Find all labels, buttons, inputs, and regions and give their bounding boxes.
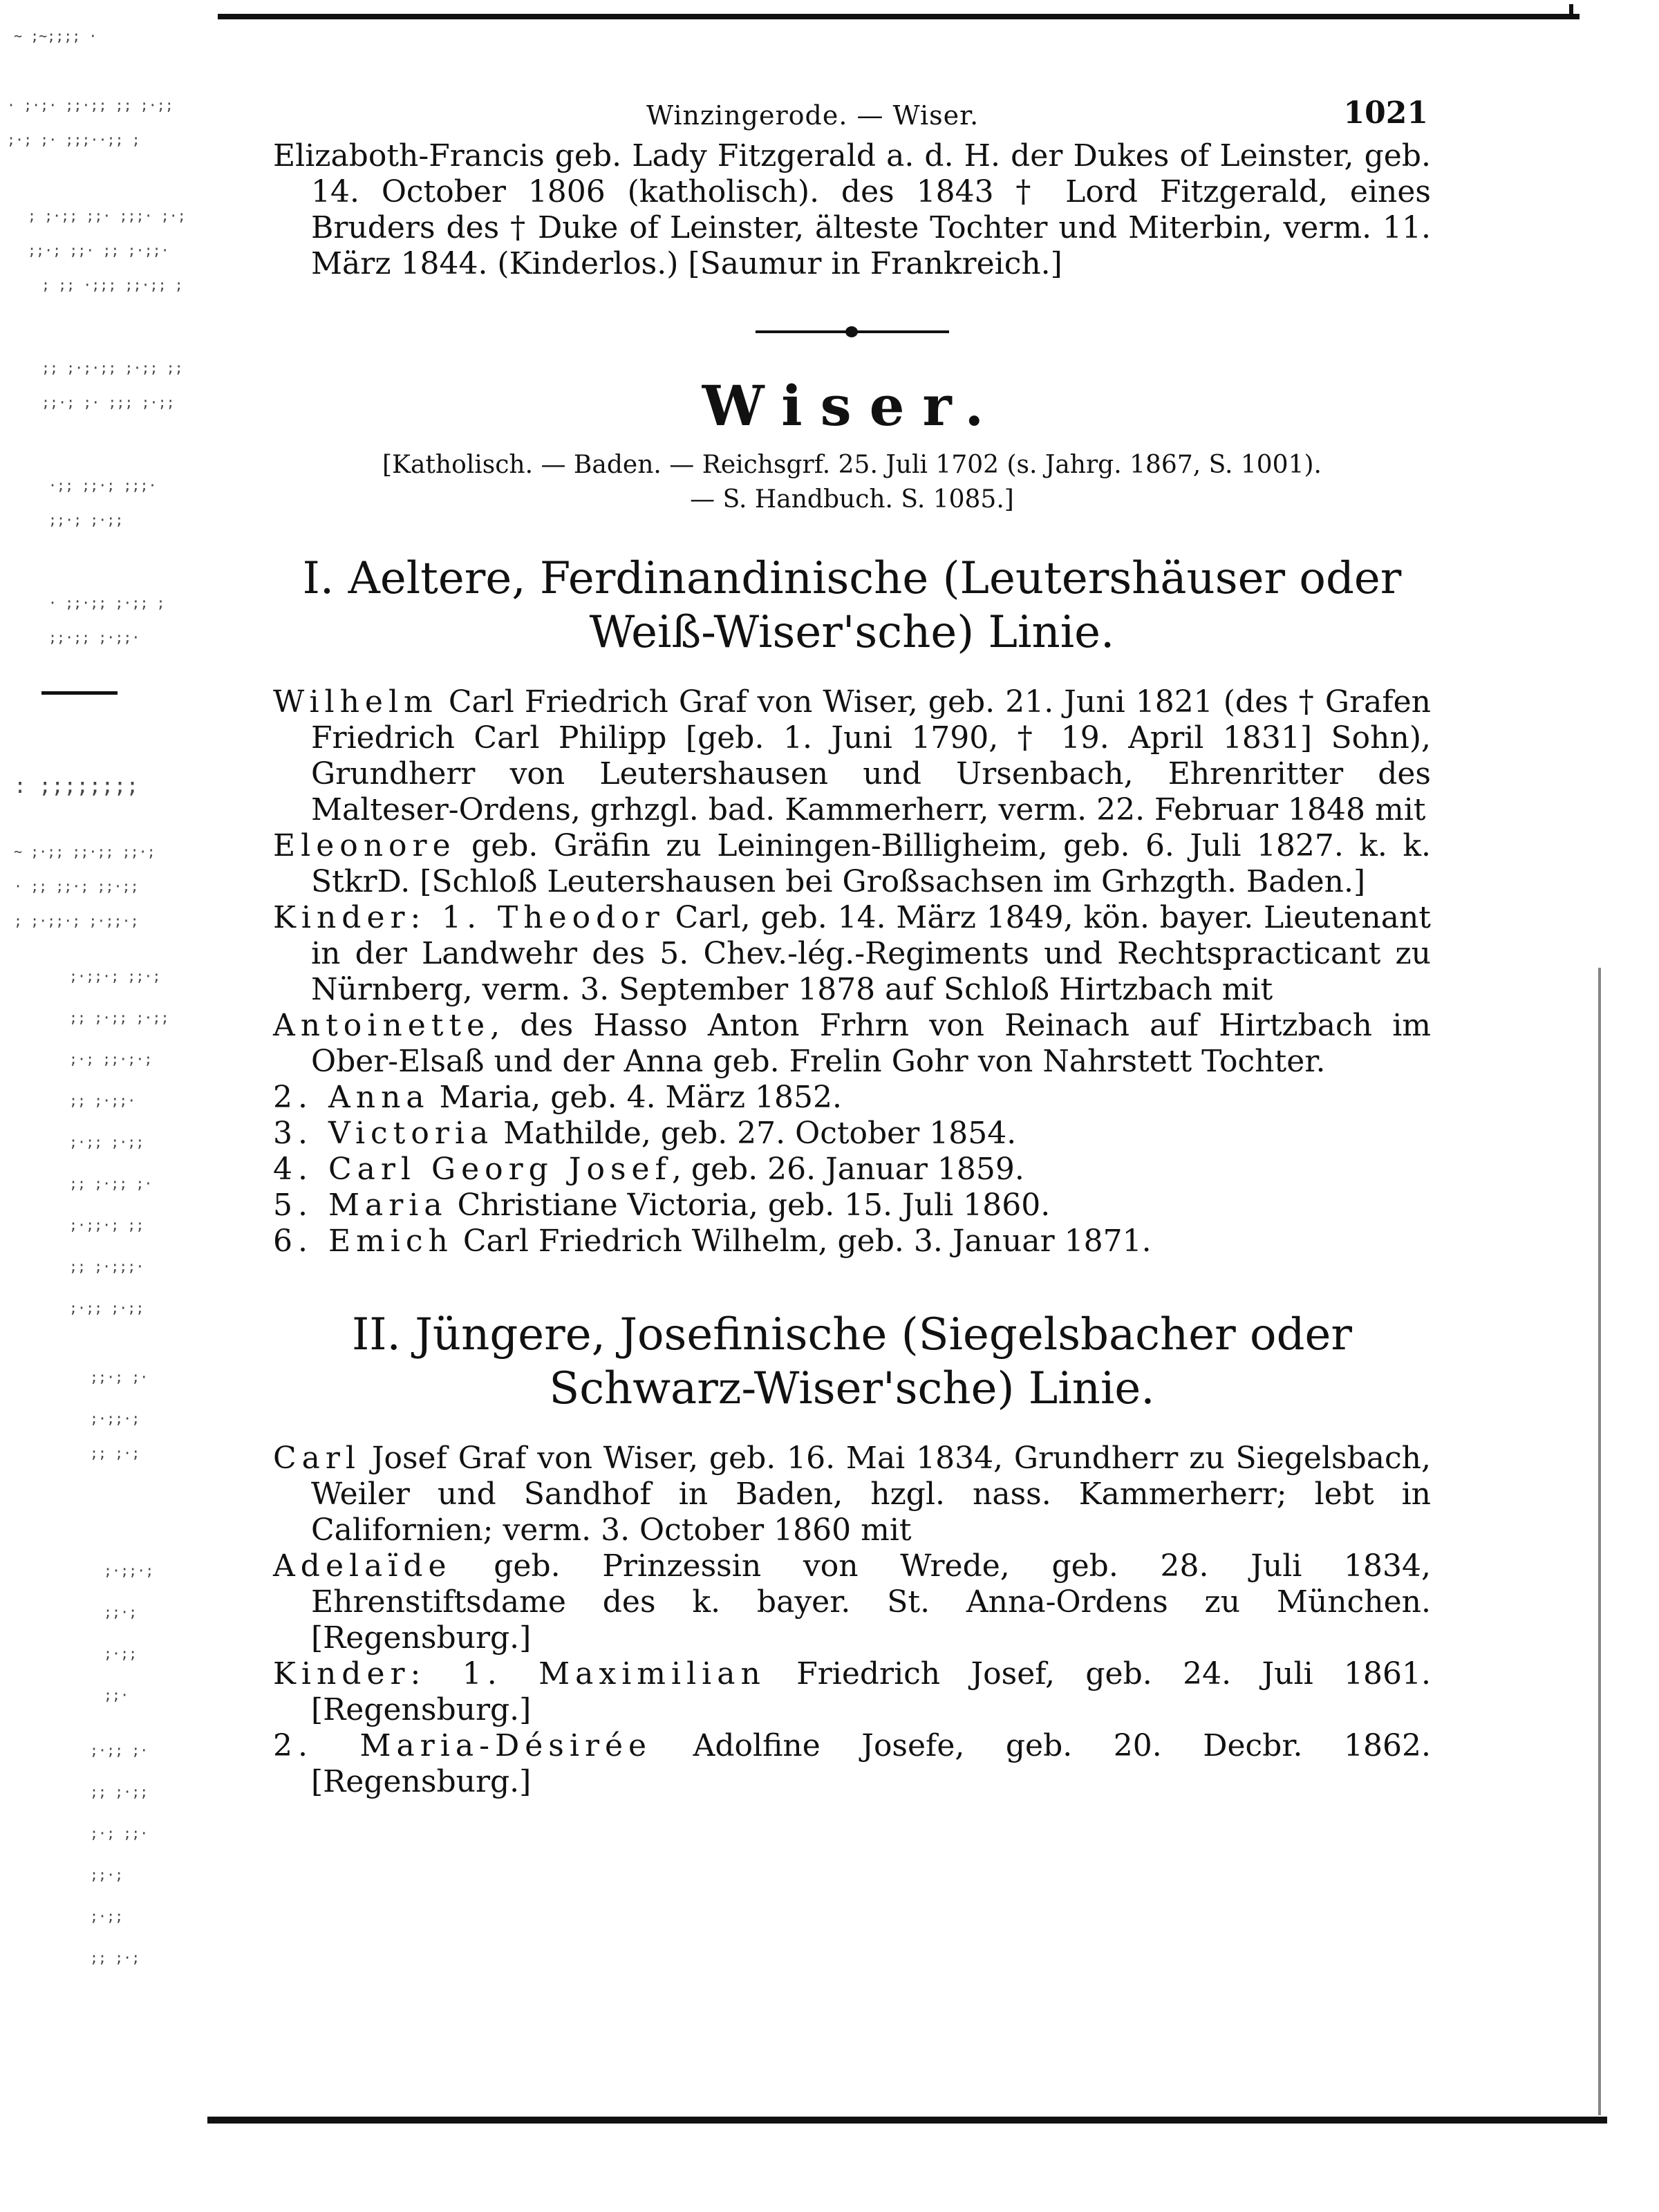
bleed-rule bbox=[41, 691, 118, 695]
genealogy-entry bbox=[273, 1548, 1431, 1656]
entry-name: Kinder: 1. Theodor bbox=[273, 900, 665, 935]
entry-name: 2. Maria-Désirée bbox=[273, 1728, 653, 1763]
entry-name: Wilhelm bbox=[273, 684, 438, 720]
bleed-line: ;·;;·; ;; bbox=[69, 1217, 144, 1233]
entry-name: Kinder: 1. Maximilian bbox=[273, 1656, 766, 1691]
genealogy-entry bbox=[273, 1080, 1431, 1116]
entry-text: , geb. 26. Januar 1859. bbox=[671, 1152, 1024, 1187]
entry-text: Adolfine Josefe, geb. 20. Decbr. 1862. [Regensburg.] bbox=[311, 1728, 1431, 1799]
line-heading-younger: II. Jüngere, Josefinische (Siegelsbacher oder Schwarz-Wiser'sche) Linie. bbox=[351, 1309, 1353, 1414]
bleed-line: ;; ;·;;;· bbox=[69, 1258, 144, 1275]
entry-name: Antoinette bbox=[273, 1008, 491, 1043]
entry-text: Carl Friedrich Graf von Wiser, geb. 21. Juni 1821 (des † Grafen Friedrich Carl Philipp [geb. 1. Juni 1790, † 19. April 1831] Sohn), Grundherr von Leutershausen und Ursenbach, Ehrenritter des Malteser-Ordens, grhzgl. bad. Kammerherr, verm. 22. Februar 1848 mit bbox=[311, 684, 1431, 827]
genealogy-entry bbox=[273, 1188, 1431, 1224]
entry-name: 4. Carl Georg Josef bbox=[273, 1152, 672, 1187]
bleed-line: ;·; ;;·;·; bbox=[69, 1051, 153, 1067]
bleed-line: ;·; ;;· bbox=[90, 1825, 149, 1841]
bleed-line: ; ;·;; ;;· ;;;· ;·; bbox=[28, 207, 186, 224]
genealogy-entry bbox=[273, 1224, 1431, 1259]
bottom-border-rule bbox=[207, 2117, 1607, 2124]
entry-text: Carl Friedrich Wilhelm, geb. 3. Januar 1871. bbox=[453, 1224, 1152, 1259]
bleed-line: ~ ;·;; ;;·;; ;;·; bbox=[14, 843, 156, 860]
bleed-line: ;; ;·; bbox=[90, 1445, 140, 1461]
family-meta bbox=[273, 448, 1431, 517]
page-number: 1021 bbox=[1343, 95, 1428, 131]
family-title: Wiser. bbox=[702, 373, 1002, 438]
family-meta-line: — S. Handbuch. S. 1085.] bbox=[690, 485, 1014, 514]
entry-name: Carl bbox=[273, 1441, 362, 1476]
genealogy-entry bbox=[273, 1152, 1431, 1188]
entry-text: Mathilde, geb. 27. October 1854. bbox=[494, 1116, 1017, 1151]
bleed-line: ;;·; bbox=[104, 1604, 138, 1620]
genealogy-entry bbox=[273, 1116, 1431, 1152]
genealogy-entry bbox=[273, 1441, 1431, 1548]
bleed-line: ;·;; ;·;; bbox=[69, 1300, 144, 1316]
bleed-line: · ;; ;;·; ;;·;; bbox=[14, 878, 139, 894]
page-content bbox=[273, 90, 1431, 1800]
right-border-rule bbox=[1598, 968, 1601, 2115]
section-divider bbox=[756, 318, 949, 346]
bleed-line: ;;·; bbox=[90, 1866, 124, 1883]
bleed-line: ;;·; ;· bbox=[90, 1369, 149, 1385]
bleed-line: ;;·; ;· ;;; ;·;; bbox=[41, 394, 175, 411]
entry-name: 2. Anna bbox=[273, 1080, 430, 1115]
family-meta-line: [Katholisch. — Baden. — Reichsgrf. 25. Juli 1702 (s. Jahrg. 1867, S. 1001). bbox=[382, 451, 1322, 479]
top-border-rule bbox=[218, 14, 1580, 19]
adjacent-page-bleed bbox=[0, 0, 221, 2039]
bleed-line: ;;·; ;·;; bbox=[48, 512, 124, 528]
bleed-line: ; ;·;;·; ;·;;·; bbox=[14, 912, 139, 929]
entry-text: , des Hasso Anton Frhrn von Reinach auf Hirtzbach im Ober-Elsaß und der Anna geb. Frelin Gohr von Nahrstett Tochter. bbox=[311, 1008, 1431, 1079]
entry-text: Carl, geb. 14. März 1849, kön. bayer. Lieutenant in der Landwehr des 5. Chev.-lég.-Regiments und Rechtspracticant zu Nürnberg, verm. 3. September 1878 auf Schloß Hirtzbach mit bbox=[311, 900, 1431, 1007]
line-heading-elder: I. Aeltere, Ferdinandinische (Leutershäuser oder Weiß-Wiser'sche) Linie. bbox=[302, 553, 1402, 658]
page-header bbox=[273, 90, 1431, 138]
genealogy-entry bbox=[273, 900, 1431, 1008]
bleed-line: ;; ;·; bbox=[90, 1949, 140, 1966]
bleed-line: ;;·; ;;· ;; ;·;;· bbox=[28, 242, 169, 259]
bleed-line: ;; ;·;·;; ;·;; ;; bbox=[41, 359, 183, 376]
bleed-line: ;·;; ;·;; bbox=[69, 1134, 144, 1150]
bleed-line: · ;;·;; ;·;; ; bbox=[48, 594, 165, 611]
bleed-line: ;·;;·; bbox=[90, 1410, 140, 1427]
bleed-line: ;;·;; ;·;;· bbox=[48, 629, 140, 646]
bleed-line: ;·;;·; ;;·; bbox=[69, 968, 161, 984]
top-border-corner bbox=[1548, 4, 1573, 19]
bleed-line: ;; ;·;;· bbox=[69, 1092, 136, 1109]
bleed-line: ;·;;·; bbox=[104, 1562, 154, 1579]
entry-text: geb. Gräfin zu Leiningen-Billigheim, geb. 6. Juli 1827. k. k. StkrD. [Schloß Leutershausen bei Großsachsen im Grhzgth. Baden.] bbox=[311, 828, 1431, 899]
bleed-line: ~ ;~;;;; · bbox=[14, 28, 97, 44]
divider-ornament bbox=[845, 326, 858, 337]
bleed-line: ;; ;·;; ;· bbox=[69, 1175, 153, 1192]
genealogy-entry bbox=[273, 684, 1431, 828]
bleed-line: ;;· bbox=[104, 1687, 129, 1703]
bleed-line: ;·;; bbox=[90, 1908, 124, 1924]
bleed-line: : ;;;;;;;; bbox=[14, 774, 139, 798]
bleed-line: ;·;; ;· bbox=[90, 1742, 149, 1759]
bleed-line: · ;·;· ;;·;; ;; ;·;; bbox=[7, 97, 174, 113]
bleed-line: ;; ;·;; ;·;; bbox=[69, 1009, 169, 1026]
entry-name: 6. Emich bbox=[273, 1224, 453, 1259]
genealogy-entry bbox=[273, 1728, 1431, 1800]
prior-entry: Elizaboth-Francis geb. Lady Fitzgerald a. d. H. der Dukes of Leinster, geb. 14. October 1806 (katholisch). des 1843 † Lord Fitzgerald, eines Bruders des † Duke of Leinster, älteste Tochter und Miterbin, verm. 11. März 1844. (Kinderlos.) [Saumur in Frankreich.] bbox=[273, 138, 1431, 281]
entry-text: geb. Prinzessin von Wrede, geb. 28. Juli 1834, Ehrenstiftsdame des k. bayer. St. Anna-Ordens zu München. [Regensburg.] bbox=[311, 1548, 1431, 1656]
bleed-line: ;·;; bbox=[104, 1645, 138, 1662]
entry-name: Adelaïde bbox=[273, 1548, 452, 1584]
bleed-line: ; ;; ·;;; ;;·;; ; bbox=[41, 276, 183, 293]
entry-text: Friedrich Josef, geb. 24. Juli 1861. [Regensburg.] bbox=[311, 1656, 1431, 1727]
genealogy-entry bbox=[273, 828, 1431, 900]
running-head: Winzingerode. — Wiser. bbox=[646, 100, 980, 131]
genealogy-entry bbox=[273, 1008, 1431, 1080]
entry-name: 3. Victoria bbox=[273, 1116, 494, 1151]
bleed-line: ;·; ;· ;;;··;; ; bbox=[7, 131, 140, 148]
entry-text: Josef Graf von Wiser, geb. 16. Mai 1834, Grundherr zu Siegelsbach, Weiler und Sandhof in Baden, hzgl. nass. Kammerherr; lebt in Californien; verm. 3. October 1860 mit bbox=[311, 1441, 1431, 1548]
genealogy-entry bbox=[273, 1656, 1431, 1728]
bleed-line: ;; ;·;; bbox=[90, 1783, 149, 1800]
entry-text: Maria, geb. 4. März 1852. bbox=[429, 1080, 842, 1115]
entry-name: Eleonore bbox=[273, 828, 456, 863]
entry-name: 5. Maria bbox=[273, 1188, 448, 1223]
entry-text: Christiane Victoria, geb. 15. Juli 1860. bbox=[447, 1188, 1051, 1223]
bleed-line: ·;; ;;·; ;;;· bbox=[48, 477, 157, 494]
